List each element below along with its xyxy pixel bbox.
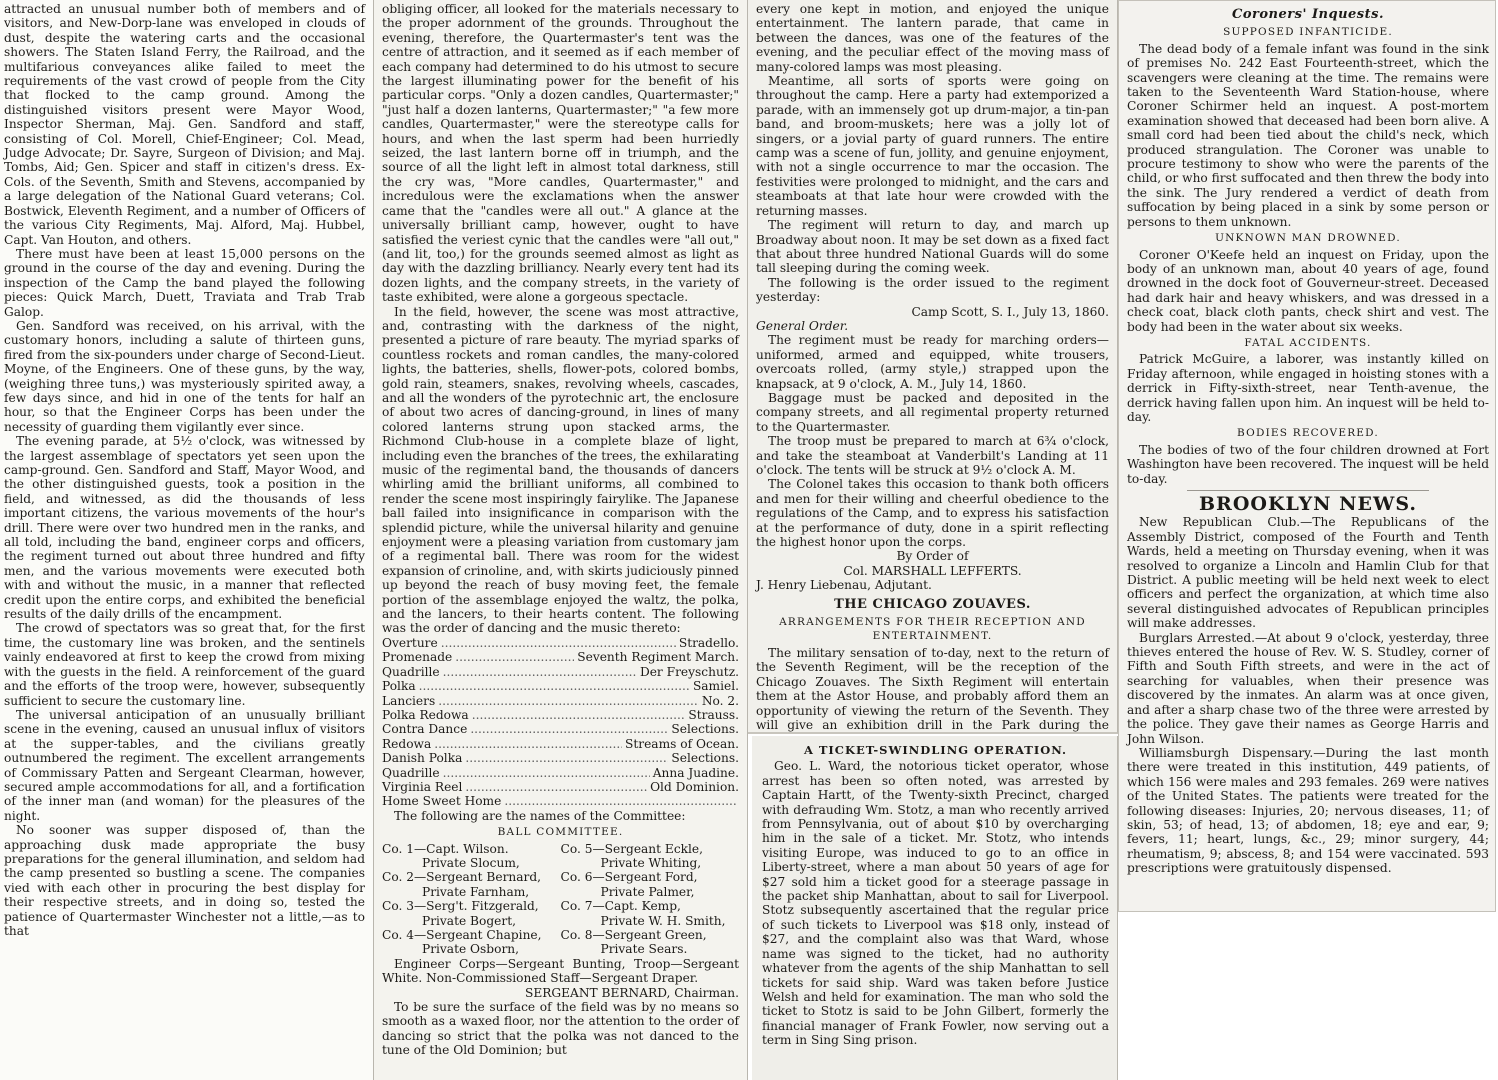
program-row: Danish Polka ..... Selections. bbox=[382, 751, 739, 765]
article-paragraph: The dead body of a female infant was found in the sink of premises No. 242 East Fourteenth-street, which the scavengers were cleaning at the time. The remains were taken to the Seventeenth Ward Station-house, where Coroner Schirmer held an inquest. A post-mortem examination showed that deceased had been born alive. A small cord had been tied about the child's neck, which produced strangulation. The Coroner was unable to procure testimony to show who were the parents of the child, or who first suffocated and then threw the body into the sink. The Jury rendered a verdict of death from suffocation by being placed in a sink by some person or persons to them unknown. bbox=[1127, 41, 1489, 229]
article-paragraph: Gen. Sandford was received, on his arrival, with the customary honors, including a salute of thirteen guns, fired from the six-pounders under charge of Second-Lieut. Moyne, of the Engineers. One of these guns, by the way, (weighing three tuns,) was mysteriously spirited away, a few days since, and hid in one of the tents for half an hour, so that the Engineer Corps has been under the necessity of guarding them vigilantly ever since. bbox=[4, 318, 365, 434]
article-paragraph: every one kept in motion, and enjoyed the unique entertainment. The lantern parade, that came in between the dances, was one of the features of the evening, and the peculiar effect of the moving mass of many-colored lamps was most pleasing. bbox=[756, 2, 1109, 74]
committee-row: Private Bogert, Private W. H. Smith, bbox=[422, 913, 726, 928]
article-paragraph: New Republican Club.—The Republicans of the Assembly District, composed of the Fourth and Tenth Wards, held a meeting on Thursday evening, when it was resolved to organize a Lincoln and Hamlin Club for that District. A public meeting will be held next week to elect officers and perfect the organization, at which time also several distinguished advocates of Republican principles will make addresses. bbox=[1127, 515, 1489, 631]
column-4 bbox=[1118, 0, 1496, 912]
column-3-bottom bbox=[752, 736, 1118, 1080]
article-paragraph: In the field, however, the scene was most attractive, and, contrasting with the darkness of the night, presented a picture of rare beauty. The myriad sparks of countless rockets and roman candles, the many-colored lights, the batteries, shells, flower-pots, colored bombs, gold rain, steamers, snakes, revolving wheels, cascades, and all the wonders of the pyrotechnic art, the enclosure of about two acres of dancing-ground, in lines of many colored lanterns strung upon stacked arms, the Richmond Club-house in a complete blaze of light, including even the branches of the trees, the exhilarating music of the regimental band, the thousands of dancers whirling amid the brilliant uniforms, all combined to render the scene most inspiringly fairylike. The Japanese ball failed into insignificance in comparison with the splendid picture, while the universal hilarity and genuine enjoyment were a pleasing variation from customary jam of a regimental ball. There was room for the widest expansion of crinoline, and, with skirts judiciously pinned up beyond the reach of busy moving feet, the female portion of the assemblage enjoyed the waltz, the polka, and the lancers, to their hearts content. The following was the order of dancing and the music thereto: bbox=[382, 304, 739, 636]
article-paragraph: There must have been at least 15,000 persons on the ground in the course of the day and evening. During the inspection of the Camp the band played the following pieces: Quick March, Duett, Traviata and Trab Trab Galop. bbox=[4, 246, 365, 319]
order-heading: General Order. bbox=[756, 318, 849, 333]
program-row: Virginia Reel ..... Old Dominion. bbox=[382, 780, 739, 794]
committee-row: Co. 4—Sergeant Chapine, Co. 8—Sergeant Green, bbox=[382, 928, 707, 942]
article-paragraph: The following is the order issued to the regiment yesterday: bbox=[756, 275, 1109, 305]
article-paragraph: Engineer Corps—Sergeant Bunting, Troop—Sergeant White. Non-Commissioned Staff—Sergeant Draper. bbox=[382, 956, 739, 986]
column-2 bbox=[374, 0, 748, 1080]
section-heading: THE CHICAGO ZOUAVES. bbox=[834, 596, 1031, 612]
article-paragraph: attracted an unusual number both of members and of visitors, and New-Dorp-lane was enveloped in clouds of dust, despite the watering carts and the occasional showers. The Staten Island Ferry, the Railroad, and the multifarious conveyances alike failed to meet the requirements of the vast crowd of people from the City that flocked to the camp ground. Among the distinguished visitors present were Mayor Wood, Inspector Sherman, Maj. Gen. Sandford and staff, consisting of Col. Morell, Chief-Engineer; Col. Mead, Judge Advocate; Dr. Sayre, Surgeon of Division; and Maj. Tombs, Aid; Gen. Spicer and staff in citizen's dress. Ex-Cols. of the Seventh, Smith and Stevens, accompanied by a large delegation of the National Guard veterans; Col. Bostwick, Eleventh Regiment, and a number of Officers of the various City Regiments, Maj. Alford, Maj. Hubbel, Capt. Van Houton, and others. bbox=[4, 2, 365, 247]
article-paragraph: Geo. L. Ward, the notorious ticket operator, whose arrest has been so often noted, was arrested by Captain Hartt, of the Twenty-sixth Precinct, charged with defrauding Wm. Stotz, a man who recently arrived from Pennsylvania, out of about $10 by overcharging him in the sale of a ticket. Mr. Stotz, who intends visiting Europe, was induced to go to an office in Liberty-street, where a man about 50 years of age for $27 sold him a ticket good for a steerage passage in the packet ship Manhattan, about to sail for Liverpool. Stotz subsequently ascertained that the regular price of such tickets to Liverpool was $18 only, instead of $27, and the complaint also was that Ward, whose name was signed to the ticket, had no authority whatever from the agents of the ship Manhattan to sell tickets for said ship. Ward was taken before Justice Welsh and held for examination. The man who sold the ticket to Stotz is said to be John Gilbert, formerly the financial manager of Frank Fowler, now serving out a term in Sing Sing prison. bbox=[762, 759, 1109, 1048]
program-row: Redowa ..... Streams of Ocean. bbox=[382, 737, 739, 751]
brooklyn-news-heading: BROOKLYN NEWS. bbox=[1199, 493, 1417, 515]
program-row: Overture ..... Stradello. bbox=[382, 636, 739, 650]
colonel-signature: Col. MARSHALL LEFFERTS. bbox=[843, 563, 1022, 578]
program-row: Polka Redowa ..... Strauss. bbox=[382, 708, 739, 722]
article-paragraph: The following are the names of the Committee: bbox=[394, 808, 686, 823]
article-paragraph: Williamsburgh Dispensary.—During the last month there were treated in this institution, 449 patients, of which 156 were males and 293 females. 269 were natives of the United States. The patients were treated for the following diseases: Injuries, 20; nervous diseases, 11; of skin, 53; of head, 13; of abdomen, 18; eye and ear, 9; fevers, 11; heart, lungs, &c., 29; minor surgery, 44; rheumatism, 9; abscess, 8; and 154 were vaccinated. 593 prescriptions were gratuitously dispensed. bbox=[1127, 745, 1489, 876]
section-heading: Coroners' Inquests. bbox=[1232, 7, 1384, 22]
chairman-signature: SERGEANT BERNARD, Chairman. bbox=[525, 985, 739, 1000]
order-paragraph: The Colonel takes this occasion to thank both officers and men for their willing and cheerful obedience to the regulations of the Camp, and to express his satisfaction at the performance of duty, done in a spirit reflecting the highest honor upon the corps. bbox=[756, 477, 1109, 550]
article-paragraph: The universal anticipation of an unusually brilliant scene in the evening, caused an unusual influx of visitors at the supper-tables, and the civilians greatly outnumbered the regiment. The excellent arrangements of Commissary Patten and Sergeant Clearman, however, secured ample accommodations for all, and a fortification of the inner man (and woman) for the pleasures of the night. bbox=[4, 707, 365, 823]
article-paragraph: The regiment will return to day, and march up Broadway about noon. It may be set down as a fixed fact that about three hundred National Guards will do some tall sleeping during the coming week. bbox=[756, 218, 1109, 276]
section-subheading: SUPPOSED INFANTICIDE. bbox=[1223, 26, 1393, 39]
program-row: Polka ..... Samiel. bbox=[382, 679, 739, 693]
committee-row: Co. 1—Capt. Wilson. Co. 5—Sergeant Eckle, bbox=[382, 841, 704, 856]
article-paragraph: The military sensation of to-day, next to the return of the Seventh Regiment, will be the reception of the Chicago Zouaves. The Sixth Regiment will entertain them at the Astor House, and probably afford them an opportunity of viewing the return of the Seventh. They will give an exhibition drill in the Park during the bbox=[756, 645, 1109, 732]
order-paragraph: The regiment must be ready for marching orders—uniformed, armed and equipped, white trousers, overcoats rolled, (army style,) strapped upon the knapsack, at 9 o'clock, A. M., July 14, 1860. bbox=[756, 333, 1109, 391]
column-1 bbox=[0, 0, 374, 1080]
article-paragraph: Burglars Arrested.—At about 9 o'clock, yesterday, three thieves entered the house of Rev. W. S. Studley, corner of Fifth and South Fifth streets, and were in the act of searching for valuables, when their presence was discovered by the inmates. An alarm was at once given, and after a sharp chase two of the three were arrested by the police. They gave their names as George Harris and John Wilson. bbox=[1127, 630, 1489, 746]
article-paragraph: No sooner was supper disposed of, than the approaching dusk made appropriate the busy preparations for the general illumination, and seldom had the camp presented so bustling a scene. The companies vied with each other in procuring the best display for their respective streets, and in doing so, tested the patience of Quartermaster Winchester not a little,—as to that bbox=[4, 823, 365, 938]
committee-row: Private Osborn, Private Sears. bbox=[422, 942, 688, 957]
committee-row: Co. 2—Sergeant Bernard, Co. 6—Sergeant Ford, bbox=[382, 870, 698, 885]
article-paragraph: Coroner O'Keefe held an inquest on Friday, upon the body of an unknown man, about 40 years of age, found drowned in the dock foot of Gouverneur-street. Deceased had dark hair and heavy whiskers, and was dressed in a check coat, black cloth pants, check shirt and vest. The body had been in the water about six weeks. bbox=[1127, 247, 1489, 334]
program-row: Quadrille ..... Der Freyschutz. bbox=[382, 665, 739, 679]
section-subheading: BODIES RECOVERED. bbox=[1237, 427, 1379, 440]
committee-row: Private Slocum, Private Whiting, bbox=[422, 855, 702, 870]
article-paragraph: Meantime, all sorts of sports were going on throughout the camp. Here a party had extemporized a parade, with an immensely got up drum-major, a tin-pan band, and broom-muskets; here was a jolly lot of singers, or a jovial party of guard runners. The entire camp was a scene of fun, jollity, and genuine enjoyment, with not a single occurrence to mar the occasion. The festivities were prolonged to midnight, and the cars and steamboats at that late hour were crowded with the returning masses. bbox=[756, 74, 1109, 218]
committee-row: Private Farnham, Private Palmer, bbox=[422, 884, 695, 899]
column-3-top bbox=[748, 0, 1118, 734]
program-row: Quadrille ..... Anna Juadine. bbox=[382, 766, 739, 780]
section-subheading: UNKNOWN MAN DROWNED. bbox=[1215, 232, 1401, 245]
by-order-line: By Order of bbox=[896, 549, 969, 564]
program-row: Promenade ..... Seventh Regiment March. bbox=[382, 650, 739, 664]
dance-program bbox=[382, 636, 739, 809]
order-paragraph: Baggage must be packed and deposited in the company streets, and all regimental property returned to the Quartermaster. bbox=[756, 390, 1109, 434]
section-subheading: FATAL ACCIDENTS. bbox=[1244, 336, 1372, 349]
program-row: Home Sweet Home ..... bbox=[382, 794, 739, 808]
section-heading: A TICKET-SWINDLING OPERATION. bbox=[803, 743, 1068, 757]
adjutant-signature: J. Henry Liebenau, Adjutant. bbox=[756, 578, 932, 593]
committee-row: Co. 3—Serg't. Fitzgerald, Co. 7—Capt. Kemp, bbox=[382, 899, 681, 914]
article-paragraph: The crowd of spectators was so great that, for the first time, the customary line was broken, and the sentinels vainly endeavored at first to keep the crowd from mixing with the guests in the field. A reinforcement of the guard and the efforts of the troop were, however, subsequently sufficient to secure the customary line. bbox=[4, 621, 365, 708]
article-paragraph: The bodies of two of the four children drowned at Fort Washington have been recovered. The inquest will be held to-day. bbox=[1127, 442, 1489, 486]
divider bbox=[1187, 490, 1429, 491]
committee-list bbox=[382, 842, 739, 957]
article-paragraph: The evening parade, at 5½ o'clock, was witnessed by the largest assemblage of spectators yet seen upon the camp-ground. Gen. Sandford and Staff, Mayor Wood, and the other distinguished guests, took a position in the field, and witnessed, as did the thousands of less important citizens, the various movements of the hour's drill. There were over two hundred men in the ranks, and all told, including the band, engineer corps and officers, the regiment turned out about three hundred and fifty men, and the various movements were executed both with and without the music, in a manner that reflected credit upon the entire corps, and exhibited the beneficial results of the daily drills of the encampment. bbox=[4, 434, 365, 622]
section-subheading: BALL COMMITTEE. bbox=[497, 826, 624, 839]
article-paragraph: To be sure the surface of the field was by no means so smooth as a waxed floor, nor the attention to the order of dancing so strict that the polka was not danced to the tune of the Old Dominion; but bbox=[382, 1000, 739, 1058]
program-row: Lanciers ..... No. 2. bbox=[382, 694, 739, 708]
program-row: Contra Dance ..... Selections. bbox=[382, 722, 739, 736]
order-paragraph: The troop must be prepared to march at 6¾ o'clock, and take the steamboat at Vanderbilt's Landing at 11 o'clock. The tents will be struck at 9½ o'clock A. M. bbox=[756, 434, 1109, 477]
section-subheading: ARRANGEMENTS FOR THEIR RECEPTION AND ENTERTAINMENT. bbox=[779, 616, 1086, 643]
article-paragraph: obliging officer, all looked for the materials necessary to the proper adornment of the grounds. Throughout the evening, therefore, the Quartermaster's tent was the centre of attraction, and it seemed as if each member of each company had determined to do his utmost to secure the largest illuminating power for the benefit of his particular corps. "Only a dozen candles, Quartermaster;" "just half a dozen lanterns, Quartermaster;" "a few more candles, Quartermaster," were the stereotype calls for hours, and when the last sperm had been hurriedly seized, the last lantern borne off in triumph, and the source of all the light left in almost total darkness, still the cry was, "More candles, Quartermaster," and incredulous were the exclamations when the answer came that the "candles were all out." A glance at the universally brilliant camp, however, ought to have satisfied the veriest cynic that the candles were "all out," (and lit, too,) for the grounds seemed almost as light as day with the dazzling brilliancy. Nearly every tent had its dozen lights, and the company streets, in the variety of taste exhibited, were alone a gorgeous spectacle. bbox=[382, 2, 739, 305]
order-dateline: Camp Scott, S. I., July 13, 1860. bbox=[911, 304, 1109, 319]
article-paragraph: Patrick McGuire, a laborer, was instantly killed on Friday afternoon, while engaged in hoisting stones with a derrick in Fifty-sixth-street, near Tenth-avenue, the derrick having fallen upon him. An inquest will be held to-day. bbox=[1127, 352, 1489, 424]
